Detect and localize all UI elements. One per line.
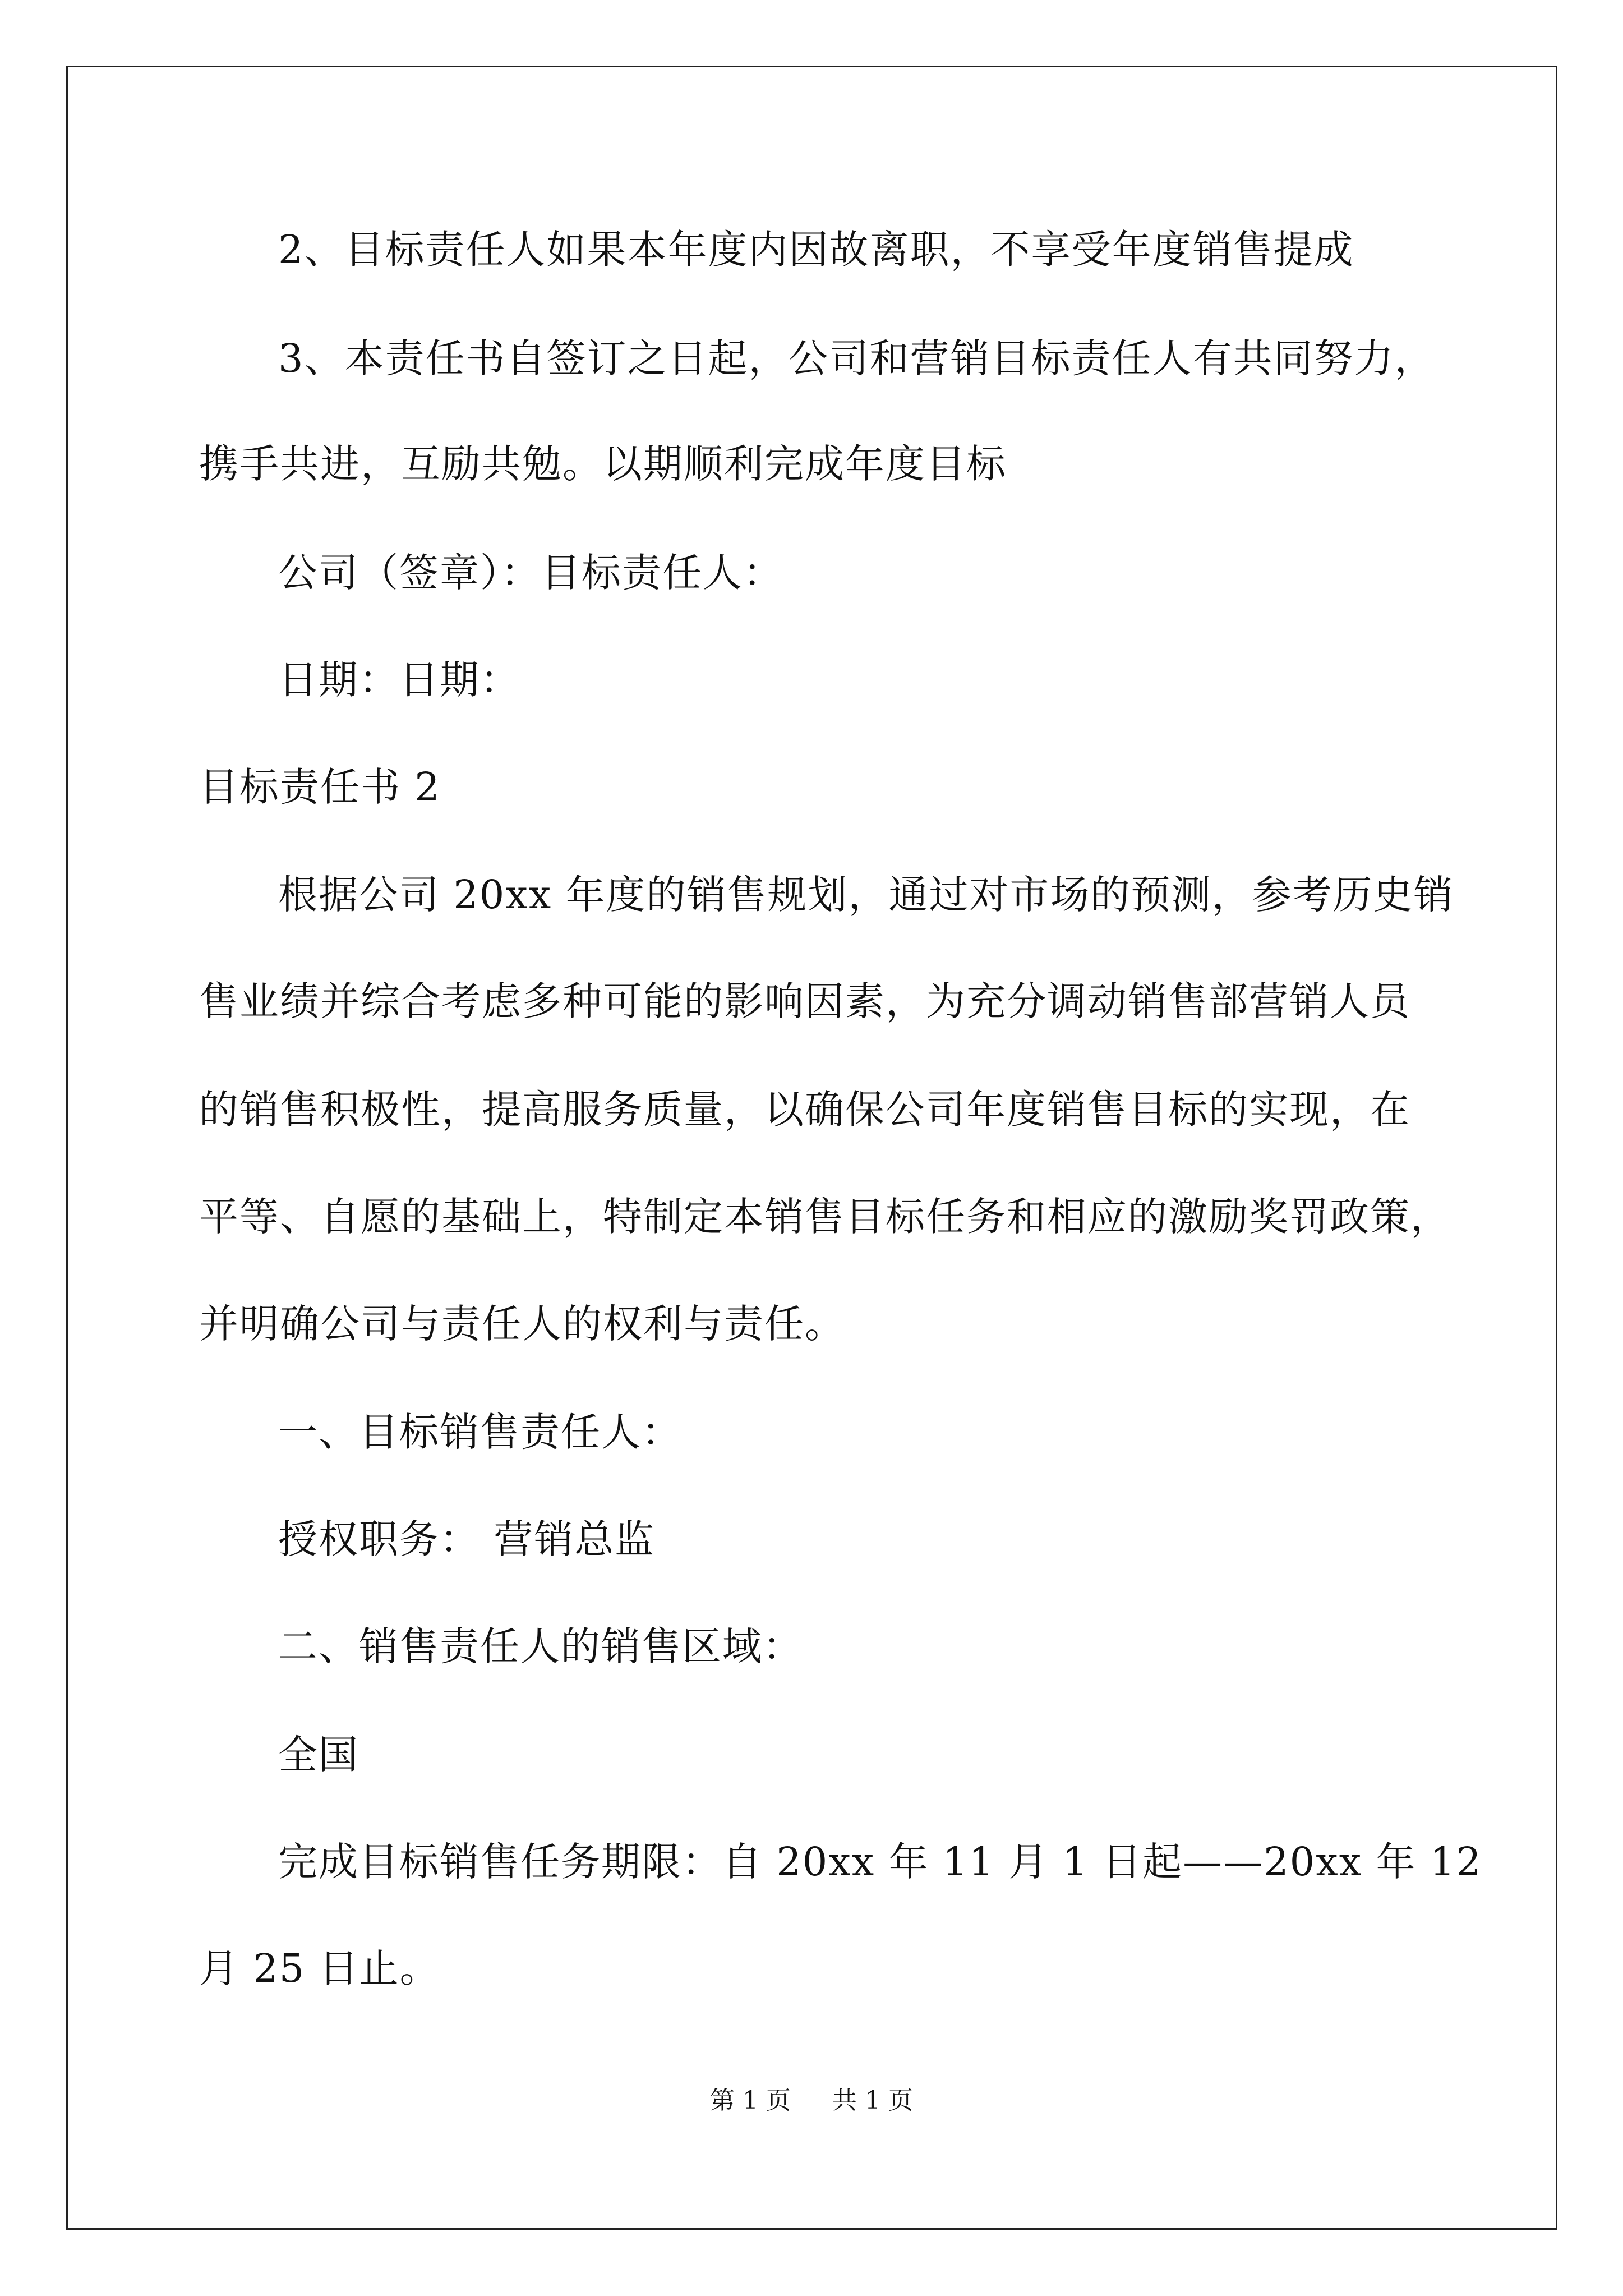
signature-line: 公司（签章）：目标责任人： [278, 550, 783, 596]
list-heading: 一、目标销售责任人： [278, 1409, 682, 1455]
paragraph-line: 根据公司 20xx 年度的销售规划，通过对市场的预测，参考历史销 [278, 872, 1454, 918]
list-heading: 二、销售责任人的销售区域： [278, 1623, 803, 1669]
page-number: 第 1 页 [710, 2086, 791, 2115]
section-title: 目标责任书 2 [199, 764, 441, 810]
paragraph-line: 2、目标责任人如果本年度内因故离职，不享受年度销售提成 [278, 227, 1354, 273]
paragraph-line: 售业绩并综合考虑多种可能的影响因素，为充分调动销售部营销人员 [199, 978, 1410, 1024]
paragraph-line: 全国 [278, 1732, 359, 1778]
page-footer [0, 2084, 1623, 2118]
date-line: 日期：日期： [278, 657, 520, 703]
paragraph-line: 授权职务： 营销总监 [278, 1516, 656, 1562]
paragraph-line: 的销售积极性，提高服务质量，以确保公司年度销售目标的实现，在 [199, 1087, 1410, 1133]
page-total: 共 1 页 [832, 2086, 913, 2115]
paragraph-line: 平等、自愿的基础上，特制定本销售目标任务和相应的激励奖罚政策， [199, 1194, 1451, 1240]
page-frame [66, 66, 1557, 2230]
paragraph-line: 月 25 日止。 [199, 1945, 440, 1991]
paragraph-line: 并明确公司与责任人的权利与责任。 [199, 1301, 845, 1347]
paragraph-line: 携手共进，互励共勉。以期顺利完成年度目标 [199, 441, 1007, 487]
paragraph-line: 3、本责任书自签订之日起，公司和营销目标责任人有共同努力， [278, 335, 1435, 381]
paragraph-line: 完成目标销售任务期限：自 20xx 年 11 月 1 日起——20xx 年 12 [278, 1839, 1482, 1885]
